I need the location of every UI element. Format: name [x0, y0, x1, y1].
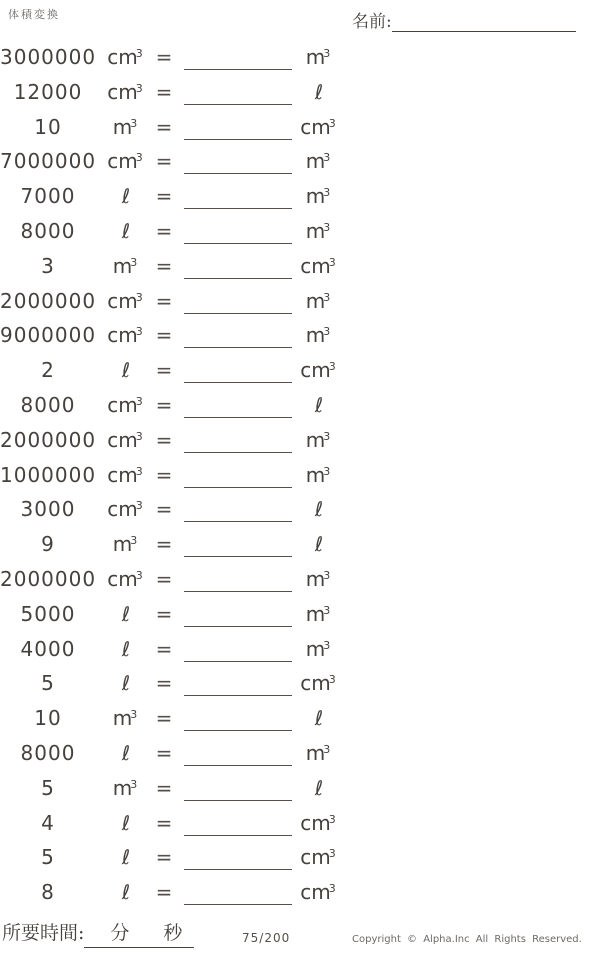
from-unit [96, 811, 154, 835]
equals-sign: = [155, 775, 173, 800]
name-label: 名前: [352, 12, 392, 32]
problem-value: 3 [41, 253, 55, 278]
to-unit-exponent: 3 [323, 429, 331, 443]
to-unit-exponent: 3 [328, 673, 336, 687]
answer-blank-line [184, 765, 292, 766]
conversion-row [0, 77, 360, 112]
answer-blank-line [184, 208, 292, 209]
conversion-row [0, 599, 360, 634]
page-title: 体積変換 [8, 8, 60, 21]
copyright-notice: Copyright © Alpha.Inc All Rights Reserved. [352, 934, 582, 945]
problem-value: 2000000 [0, 427, 97, 452]
from-unit-base: m [112, 706, 133, 731]
problem-value: 3000000 [0, 45, 97, 69]
problem-value: 9 [41, 532, 55, 557]
answer-blank-line [184, 904, 292, 905]
to-unit [286, 358, 350, 382]
to-unit-exponent: 3 [323, 290, 331, 304]
answer-blank-line [184, 104, 292, 105]
from-unit [96, 497, 154, 521]
from-unit-base: ℓ [121, 218, 131, 243]
to-unit-base: cm [300, 671, 331, 696]
to-unit-exponent: 3 [328, 882, 336, 896]
from-unit-base: ℓ [121, 740, 131, 765]
from-unit-base: cm [107, 149, 138, 174]
from-unit-base: ℓ [121, 636, 131, 661]
from-unit-base: cm [107, 288, 138, 313]
from-unit-base: ℓ [121, 880, 131, 905]
to-unit-exponent: 3 [328, 360, 336, 374]
from-unit-exponent: 3 [130, 255, 138, 269]
from-unit [96, 393, 154, 417]
conversion-row [0, 460, 360, 495]
from-unit [96, 149, 154, 173]
conversion-rows [0, 42, 360, 912]
conversion-row [0, 773, 360, 808]
answer-blank-line [184, 521, 292, 522]
minutes-label: 分 [110, 922, 130, 944]
answer-blank-line [184, 417, 292, 418]
from-unit [96, 637, 154, 661]
from-unit-base: cm [107, 462, 138, 487]
answer-blank-line [184, 452, 292, 453]
to-unit-base: m [305, 184, 326, 209]
from-unit-exponent: 3 [130, 116, 138, 130]
from-unit-base: ℓ [121, 845, 131, 870]
from-unit-base: cm [107, 45, 138, 69]
to-unit-exponent: 3 [323, 220, 331, 234]
conversion-row [0, 42, 360, 77]
from-unit-base: cm [107, 427, 138, 452]
page-indicator: 75/200 [242, 931, 291, 945]
answer-blank-line [184, 835, 292, 836]
to-unit [286, 671, 350, 695]
to-unit-exponent: 3 [328, 847, 336, 861]
from-unit [96, 45, 154, 69]
from-unit-exponent: 3 [135, 290, 143, 304]
equals-sign: = [155, 79, 173, 104]
from-unit [96, 463, 154, 487]
equals-sign: = [155, 114, 173, 139]
equals-sign: = [155, 706, 173, 731]
from-unit-base: ℓ [121, 358, 131, 383]
conversion-row [0, 320, 360, 355]
to-unit-exponent: 3 [323, 186, 331, 200]
from-unit [96, 219, 154, 243]
name-blank-line [392, 11, 576, 32]
from-unit [96, 776, 154, 800]
from-unit [96, 428, 154, 452]
answer-blank-line [184, 313, 292, 314]
from-unit-base: cm [107, 497, 138, 522]
problem-value: 12000 [13, 79, 83, 104]
to-unit [286, 80, 350, 104]
from-unit [96, 115, 154, 139]
from-unit-base: cm [107, 79, 138, 104]
answer-blank-line [184, 347, 292, 348]
conversion-row [0, 425, 360, 460]
to-unit-exponent: 3 [323, 742, 331, 756]
from-unit [96, 80, 154, 104]
to-unit-base: ℓ [314, 79, 324, 104]
conversion-row [0, 112, 360, 147]
answer-blank-line [184, 487, 292, 488]
to-unit-base: cm [300, 880, 331, 905]
to-unit-base: ℓ [314, 392, 324, 417]
problem-value: 8000 [20, 740, 76, 765]
from-unit-exponent: 3 [135, 568, 143, 582]
from-unit-exponent: 3 [135, 81, 143, 95]
problem-value: 8000 [20, 392, 76, 417]
equals-sign: = [155, 323, 173, 348]
equals-sign: = [155, 392, 173, 417]
to-unit-base: m [305, 566, 326, 591]
from-unit-base: m [112, 775, 133, 800]
equals-sign: = [155, 740, 173, 765]
to-unit-base: m [305, 218, 326, 243]
problem-value: 10 [34, 114, 62, 139]
equals-sign: = [155, 601, 173, 626]
conversion-row [0, 146, 360, 181]
equals-sign: = [155, 462, 173, 487]
problem-value: 4 [41, 810, 55, 835]
conversion-row [0, 286, 360, 321]
from-unit [96, 358, 154, 382]
conversion-row [0, 181, 360, 216]
to-unit-base: m [305, 149, 326, 174]
answer-blank-line [184, 278, 292, 279]
from-unit-base: ℓ [121, 671, 131, 696]
equals-sign: = [155, 184, 173, 209]
problem-value: 7000 [20, 184, 76, 209]
to-unit-exponent: 3 [323, 603, 331, 617]
from-unit-exponent: 3 [135, 394, 143, 408]
from-unit [96, 741, 154, 765]
to-unit [286, 184, 350, 208]
problem-value: 5 [41, 845, 55, 870]
problem-value: 5 [41, 775, 55, 800]
to-unit [286, 532, 350, 556]
to-unit-exponent: 3 [323, 325, 331, 339]
time-blank-line [84, 918, 194, 948]
equals-sign: = [155, 636, 173, 661]
to-unit-exponent: 3 [323, 464, 331, 478]
answer-blank-line [184, 869, 292, 870]
from-unit-base: cm [107, 392, 138, 417]
to-unit-base: ℓ [314, 775, 324, 800]
to-unit [286, 706, 350, 730]
to-unit [286, 254, 350, 278]
to-unit [286, 637, 350, 661]
equals-sign: = [155, 358, 173, 383]
from-unit-exponent: 3 [135, 325, 143, 339]
to-unit [286, 741, 350, 765]
answer-blank-line [184, 173, 292, 174]
from-unit-base: ℓ [121, 810, 131, 835]
problem-value: 5000 [20, 601, 76, 626]
from-unit [96, 184, 154, 208]
problem-value: 2000000 [0, 288, 97, 313]
to-unit [286, 428, 350, 452]
to-unit-base: cm [300, 810, 331, 835]
answer-blank-line [184, 382, 292, 383]
from-unit-base: cm [107, 566, 138, 591]
to-unit [286, 45, 350, 69]
to-unit [286, 323, 350, 347]
from-unit-exponent: 3 [130, 534, 138, 548]
time-required-field [2, 918, 194, 948]
answer-blank-line [184, 626, 292, 627]
to-unit-base: m [305, 427, 326, 452]
to-unit-exponent: 3 [328, 812, 336, 826]
to-unit-exponent: 3 [328, 116, 336, 130]
from-unit [96, 323, 154, 347]
to-unit-base: cm [300, 358, 331, 383]
to-unit [286, 567, 350, 591]
to-unit-exponent: 3 [323, 568, 331, 582]
equals-sign: = [155, 845, 173, 870]
to-unit [286, 602, 350, 626]
problem-value: 4000 [20, 636, 76, 661]
from-unit-exponent: 3 [135, 429, 143, 443]
problem-value: 10 [34, 706, 62, 731]
from-unit-exponent: 3 [135, 499, 143, 513]
from-unit-exponent: 3 [135, 151, 143, 165]
conversion-row [0, 251, 360, 286]
to-unit [286, 776, 350, 800]
problem-value: 3000 [20, 497, 76, 522]
equals-sign: = [155, 497, 173, 522]
from-unit-base: ℓ [121, 601, 131, 626]
to-unit [286, 880, 350, 904]
to-unit [286, 149, 350, 173]
from-unit-base: cm [107, 323, 138, 348]
equals-sign: = [155, 427, 173, 452]
to-unit-base: cm [300, 845, 331, 870]
from-unit-exponent: 3 [130, 708, 138, 722]
from-unit-exponent: 3 [130, 777, 138, 791]
from-unit [96, 532, 154, 556]
from-unit [96, 289, 154, 313]
conversion-row [0, 668, 360, 703]
answer-blank-line [184, 591, 292, 592]
conversion-row [0, 529, 360, 564]
conversion-row [0, 390, 360, 425]
equals-sign: = [155, 671, 173, 696]
to-unit-base: ℓ [314, 497, 324, 522]
from-unit-base: ℓ [121, 184, 131, 209]
problem-value: 8 [41, 880, 55, 905]
conversion-row [0, 634, 360, 669]
from-unit [96, 602, 154, 626]
answer-blank-line [184, 139, 292, 140]
to-unit [286, 845, 350, 869]
name-field [352, 7, 576, 32]
to-unit-base: ℓ [314, 532, 324, 557]
to-unit-base: m [305, 288, 326, 313]
from-unit-base: m [112, 253, 133, 278]
from-unit-base: m [112, 114, 133, 139]
from-unit-exponent: 3 [135, 464, 143, 478]
to-unit [286, 393, 350, 417]
answer-blank-line [184, 695, 292, 696]
problem-value: 2000000 [0, 566, 97, 591]
problem-value: 7000000 [0, 149, 97, 174]
equals-sign: = [155, 566, 173, 591]
to-unit-base: cm [300, 253, 331, 278]
to-unit [286, 219, 350, 243]
to-unit-base: cm [300, 114, 331, 139]
equals-sign: = [155, 218, 173, 243]
to-unit-base: ℓ [314, 706, 324, 731]
equals-sign: = [155, 810, 173, 835]
from-unit [96, 880, 154, 904]
problem-value: 5 [41, 671, 55, 696]
answer-blank-line [184, 243, 292, 244]
from-unit [96, 567, 154, 591]
to-unit-exponent: 3 [328, 255, 336, 269]
from-unit [96, 845, 154, 869]
equals-sign: = [155, 288, 173, 313]
from-unit [96, 254, 154, 278]
to-unit-base: m [305, 636, 326, 661]
time-required-label: 所要時間: [2, 922, 85, 944]
conversion-row [0, 216, 360, 251]
conversion-row [0, 355, 360, 390]
from-unit [96, 706, 154, 730]
answer-blank-line [184, 800, 292, 801]
to-unit-exponent: 3 [323, 47, 331, 60]
to-unit [286, 811, 350, 835]
to-unit-base: m [305, 740, 326, 765]
equals-sign: = [155, 45, 173, 69]
from-unit-exponent: 3 [135, 47, 143, 60]
to-unit-base: m [305, 462, 326, 487]
from-unit [96, 671, 154, 695]
conversion-row [0, 703, 360, 738]
answer-blank-line [184, 556, 292, 557]
problem-value: 2 [41, 358, 55, 383]
conversion-row [0, 808, 360, 843]
conversion-row [0, 494, 360, 529]
answer-blank-line [184, 69, 292, 70]
problem-value: 9000000 [0, 323, 97, 348]
to-unit [286, 289, 350, 313]
to-unit [286, 115, 350, 139]
to-unit-exponent: 3 [323, 151, 331, 165]
equals-sign: = [155, 149, 173, 174]
to-unit-exponent: 3 [323, 638, 331, 652]
from-unit-base: m [112, 532, 133, 557]
problem-value: 1000000 [0, 462, 97, 487]
equals-sign: = [155, 532, 173, 557]
to-unit-base: m [305, 601, 326, 626]
conversion-row [0, 564, 360, 599]
problem-value: 8000 [20, 218, 76, 243]
to-unit [286, 497, 350, 521]
conversion-row [0, 738, 360, 773]
equals-sign: = [155, 253, 173, 278]
equals-sign: = [155, 880, 173, 905]
answer-blank-line [184, 730, 292, 731]
to-unit-base: m [305, 323, 326, 348]
conversion-row [0, 842, 360, 877]
conversion-row [0, 877, 360, 912]
seconds-label: 秒 [163, 922, 183, 944]
to-unit [286, 463, 350, 487]
to-unit-base: m [305, 45, 326, 69]
answer-blank-line [184, 661, 292, 662]
